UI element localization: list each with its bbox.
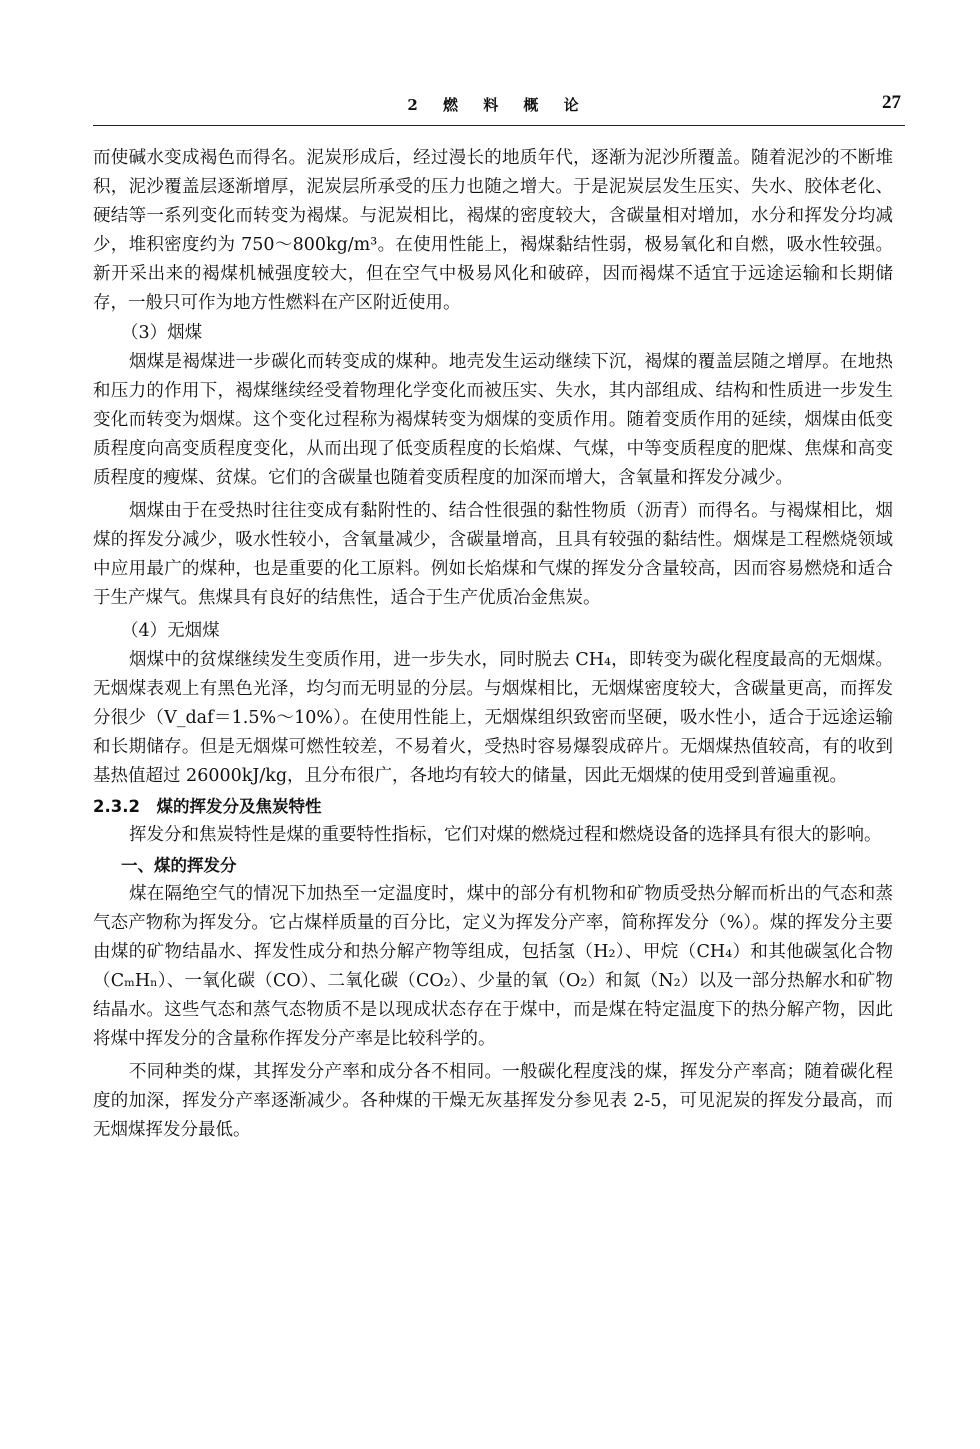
paragraph-lignite-continued: 而使碱水变成褐色而得名。泥炭形成后，经过漫长的地质年代，逐渐为泥沙所覆盖。随着泥沙的不断堆积，泥沙覆盖层逐渐增厚，泥炭层所承受的压力也随之增大。于是泥炭层发生压实、失水、胶体老化、硬结等一系列变化而转变为褐煤。与泥炭相比，褐煤的密度较大，含碳量相对增加，水分和挥发分均减少，堆积密度约为 750～800kg/m³。在使用性能上，褐煤黏结性弱，极易氧化和自燃，吸水性较强。新开采出来的褐煤机械强度较大，但在空气中极易风化和破碎，因而褐煤不适宜于远途运输和长期储存，一般只可作为地方性燃料在产区附近使用。 [93, 148, 893, 313]
header-rule [93, 125, 905, 126]
page-body [93, 144, 893, 1145]
paragraph-bituminous-properties: 烟煤由于在受热时往往变成有黏附性的、结合性很强的黏性物质（沥青）而得名。与褐煤相比，烟煤的挥发分减少，吸水性较小，含氧量减少，含碳量增高，且具有较强的黏结性。烟煤是工程燃烧领域中应用最广的煤种，也是重要的化工原料。例如长焰煤和气煤的挥发分含量较高，因而容易燃烧和适合于生产煤气。焦煤具有良好的结焦性，适合于生产优质冶金焦炭。 [93, 501, 893, 608]
paragraph-anthracite: 烟煤中的贫煤继续发生变质作用，进一步失水，同时脱去 CH₄，即转变为碳化程度最高的无烟煤。无烟煤表观上有黑色光泽，均匀而无明显的分层。与烟煤相比，无烟煤密度较大，含碳量更高，而挥发分很少（V_daf＝1.5%～10%）。在使用性能上，无烟煤组织致密而坚硬，吸水性小，适合于远途运输和长期储存。但是无烟煤可燃性较差，不易着火，受热时容易爆裂成碎片。无烟煤热值较高，有的收到基热值超过 26000kJ/kg，且分布很广，各地均有较大的储量，因此无烟煤的使用受到普遍重视。 [93, 650, 893, 786]
page-number: 27 [882, 92, 901, 113]
heading-bituminous-coal: （3）烟煤 [121, 323, 203, 343]
running-header [93, 92, 903, 122]
chapter-title: 2 燃 料 概 论 [407, 96, 589, 114]
section-heading-2-3-2: 2.3.2 煤的挥发分及焦炭特性 [93, 797, 322, 816]
paragraph-volatile-definition: 煤在隔绝空气的情况下加热至一定温度时，煤中的部分有机物和矿物质受热分解而析出的气态和蒸气态产物称为挥发分。它占煤样质量的百分比，定义为挥发分产率，简称挥发分（%）。煤的挥发分主要由煤的矿物结晶水、挥发性成分和热分解产物等组成，包括氢（H₂）、甲烷（CH₄）和其他碳氢化合物（CₘHₙ）、一氧化碳（CO）、二氧化碳（CO₂）、少量的氧（O₂）和氮（N₂）以及一部分热解水和矿物结晶水。这些气态和蒸气态物质不是以现成状态存在于煤中，而是煤在特定温度下的热分解产物，因此将煤中挥发分的含量称作挥发分产率是比较科学的。 [93, 884, 893, 1049]
heading-anthracite: （4）无烟煤 [121, 621, 220, 641]
paragraph-bituminous-formation: 烟煤是褐煤进一步碳化而转变成的煤种。地壳发生运动继续下沉，褐煤的覆盖层随之增厚。在地热和压力的作用下，褐煤继续经受着物理化学变化而被压实、失水，其内部组成、结构和性质进一步发生变化而转变为烟煤。这个变化过程称为褐煤转变为烟煤的变质作用。随着变质作用的延续，烟煤由低变质程度向高变质程度变化，从而出现了低变质程度的长焰煤、气煤，中等变质程度的肥煤、焦煤和高变质程度的瘦煤、贫煤。它们的含碳量也随着变质程度的加深而增大，含氧量和挥发分减少。 [93, 352, 893, 488]
paragraph-volatile-yield: 不同种类的煤，其挥发分产率和成分各不相同。一般碳化程度浅的煤，挥发分产率高；随着碳化程度的加深，挥发分产率逐渐减少。各种煤的干燥无灰基挥发分参见表 2-5，可见泥炭的挥发分最高，而无烟煤挥发分最低。 [93, 1062, 893, 1140]
paragraph-volatile-intro: 挥发分和焦炭特性是煤的重要特性指标，它们对煤的燃烧过程和燃烧设备的选择具有很大的影响。 [129, 825, 882, 845]
subheading-volatile-matter: 一、煤的挥发分 [121, 856, 237, 875]
